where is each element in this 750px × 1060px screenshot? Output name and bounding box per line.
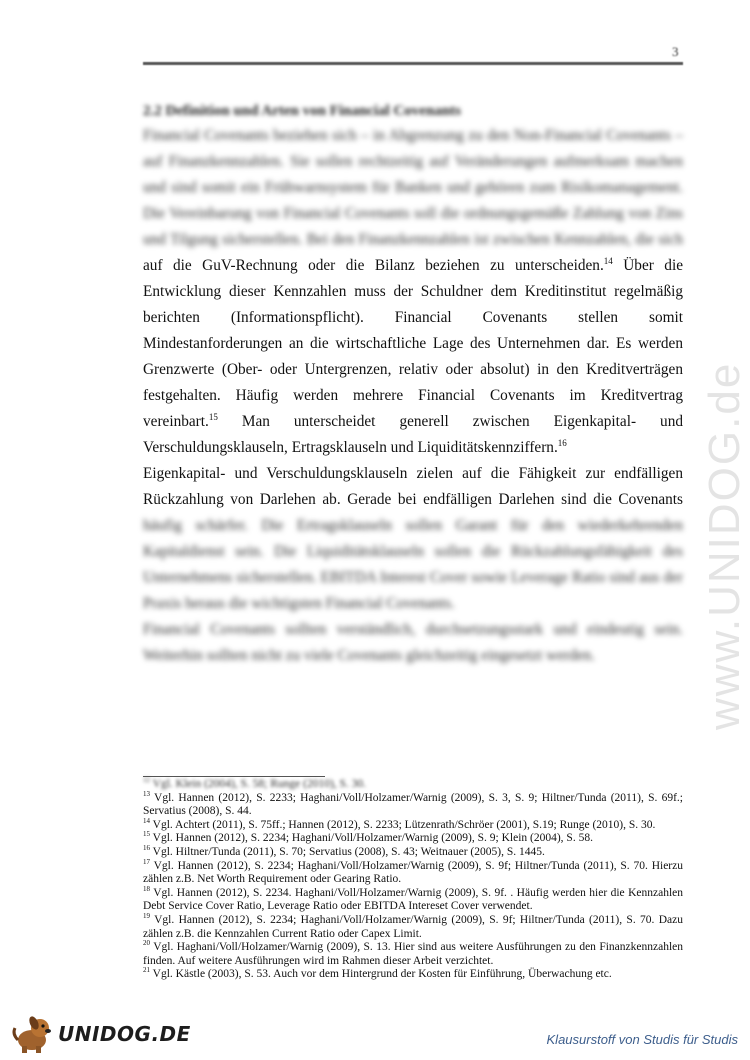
footnote-15: $^{15}$ Vgl. Hannen (2012), S. 2234; Haghani/Voll/Holzamer/Warnig (2009), S. 9; Klein (2004), S. 58. bbox=[143, 830, 593, 845]
footnote-16: $^{16}$ Vgl. Hiltner/Tunda (2011), S. 70; Servatius (2008), S. 43; Weitnauer (2005), S. 1445. bbox=[143, 844, 545, 858]
visible-text: auf die GuV-Rechnung oder die Bilanz beziehen zu unterscheiden. bbox=[143, 257, 604, 274]
header-rule bbox=[143, 62, 683, 65]
visible-text: Eigenkapital- und Verschuldungsklauseln zielen auf die Fähigkeit zur endfälligen Rückzahlung von Darlehen ab. Gerade bei endfälligen Darlehen sind die Covenants bbox=[143, 465, 683, 508]
footnote-14: $^{14}$ Vgl. Achtert (2011), S. 75ff.; Hannen (2012), S. 2233; Lützenrath/Schröer (2001), S.19; Runge (2010), S. 30. bbox=[143, 816, 656, 831]
footnote-21: $^{21}$ Vgl. Kästle (2003), S. 53. Auch vor dem Hintergrund der Kosten für Einführung, Überwachung etc. bbox=[143, 966, 612, 981]
blurred-text: häufig schärfer. Die Ertragsklauseln sollen Garant für den wiederkehrenden Kapitaldienst sein. Die Liquiditätsklauseln sollen die Rückzahlungsfähigkeit des Unternehmens sicherstellen. EBITDA Interest Cover sowie Leverage Ratio sind aus der Praxis heraus die wichtigsten Financial Covenants. bbox=[143, 517, 683, 612]
body-text bbox=[143, 123, 683, 669]
unidog-logo[interactable] bbox=[10, 1014, 191, 1054]
dog-icon bbox=[10, 1014, 56, 1054]
logo-text: UNIDOG.DE bbox=[58, 1022, 191, 1046]
footnote-19: $^{19}$ Vgl. Hannen (2012), S. 2234; Haghani/Voll/Holzamer/Warnig (2009), S. 9f; Hiltner/Tunda (2011), S. 70. Dazu zählen z.B. die Kennzahlen Current Ratio oder Capex Limit. bbox=[143, 912, 683, 940]
paragraph-1 bbox=[143, 123, 683, 461]
footnote-13: $^{13}$ Vgl. Hannen (2012), S. 2233; Haghani/Voll/Holzamer/Warnig (2009), S. 3, S. 9; Hiltner/Tunda (2011), S. 69f.; Servatius (2008), S. 44. bbox=[143, 789, 683, 818]
footnote-rule bbox=[143, 776, 325, 777]
footnotes bbox=[143, 778, 683, 982]
paragraph-2 bbox=[143, 461, 683, 617]
footnote-20: $^{20}$ Vgl. Haghani/Voll/Holzamer/Warnig (2009), S. 13. Hier sind aus weitere Ausführungen zu den Finanzkennzahlen finden. Auf weitere Ausführungen wird im Rahmen dieser Arbeit verzichtet. bbox=[143, 939, 683, 967]
footnote-ref: 15 bbox=[208, 411, 218, 422]
visible-text: Über die Entwicklung dieser Kennzahlen muss der Schuldner dem Kreditinstitut regelmäßig berichten (Informationspflicht). Financial Covenants stellen somit Mindestanforderungen an die wirtschaftliche Lage des Unternehmen dar. Es werden Grenzwerte (Ober- oder Untergrenzen, relativ oder absolut) in den Kreditverträgen festgehalten. Häufig werden mehrere Financial Covenants im Kreditvertrag vereinbart. bbox=[143, 257, 683, 430]
blurred-text: Financial Covenants sollten verständlich, durchsetzungsstark und eindeutig sein. Weiterhin sollten nicht zu viele Covenants gleichzeitig eingesetzt werden. bbox=[143, 621, 683, 664]
section-title: 2.2 Definition und Arten von Financial Covenants bbox=[143, 103, 461, 119]
footnote-17: $^{17}$ Vgl. Hannen (2012), S. 2234; Haghani/Voll/Holzamer/Warnig (2009), S. 9f; Hiltner/Tunda (2011), S. 70. Hierzu zählen z.B. Net Worth Requirement oder Gearing Ratio. bbox=[143, 857, 683, 886]
paragraph-3 bbox=[143, 617, 683, 669]
footnote-12: $^{12}$ Vgl. Klein (2004), S. 58; Runge (2010), S. 30. bbox=[143, 776, 367, 790]
footnote-ref: 16 bbox=[557, 437, 567, 448]
page-number: 3 bbox=[672, 44, 679, 59]
footnote-ref: 14 bbox=[603, 255, 613, 266]
footnote-18: $^{18}$ Vgl. Hannen (2012), S. 2234. Haghani/Voll/Holzamer/Warnig (2009), S. 9f. . Häufig werden hier die Kennzahlen Debt Service Cover Ratio, Leverage Ratio oder EBITDA Intereset Cover verwendet. bbox=[143, 884, 684, 913]
slogan: Klausurstoff von Studis für Studis bbox=[546, 1032, 738, 1047]
blurred-text: Financial Covenants beziehen sich – in Abgrenzung zu den Non-Financial Covenants – auf Finanzkennzahlen. Sie sollen rechtzeitig auf Veränderungen aufmerksam machen und sind somit ein Frühwarnsystem für Banken und gehören zum Risikomanagement. Die Vereinbarung von Financial Covenants soll die ordnungsgemäße Zahlung von Zins und Tilgung sicherstellen. Bei den Finanzkennzahlen ist zwischen Kennzahlen, die sich bbox=[143, 127, 683, 248]
visible-text: Man unterscheidet generell zwischen Eigenkapital- und Verschuldungsklauseln, Ertragsklauseln und Liquiditätskennziffern. bbox=[143, 413, 683, 456]
watermark: www.UNIDOG.de bbox=[700, 361, 749, 730]
